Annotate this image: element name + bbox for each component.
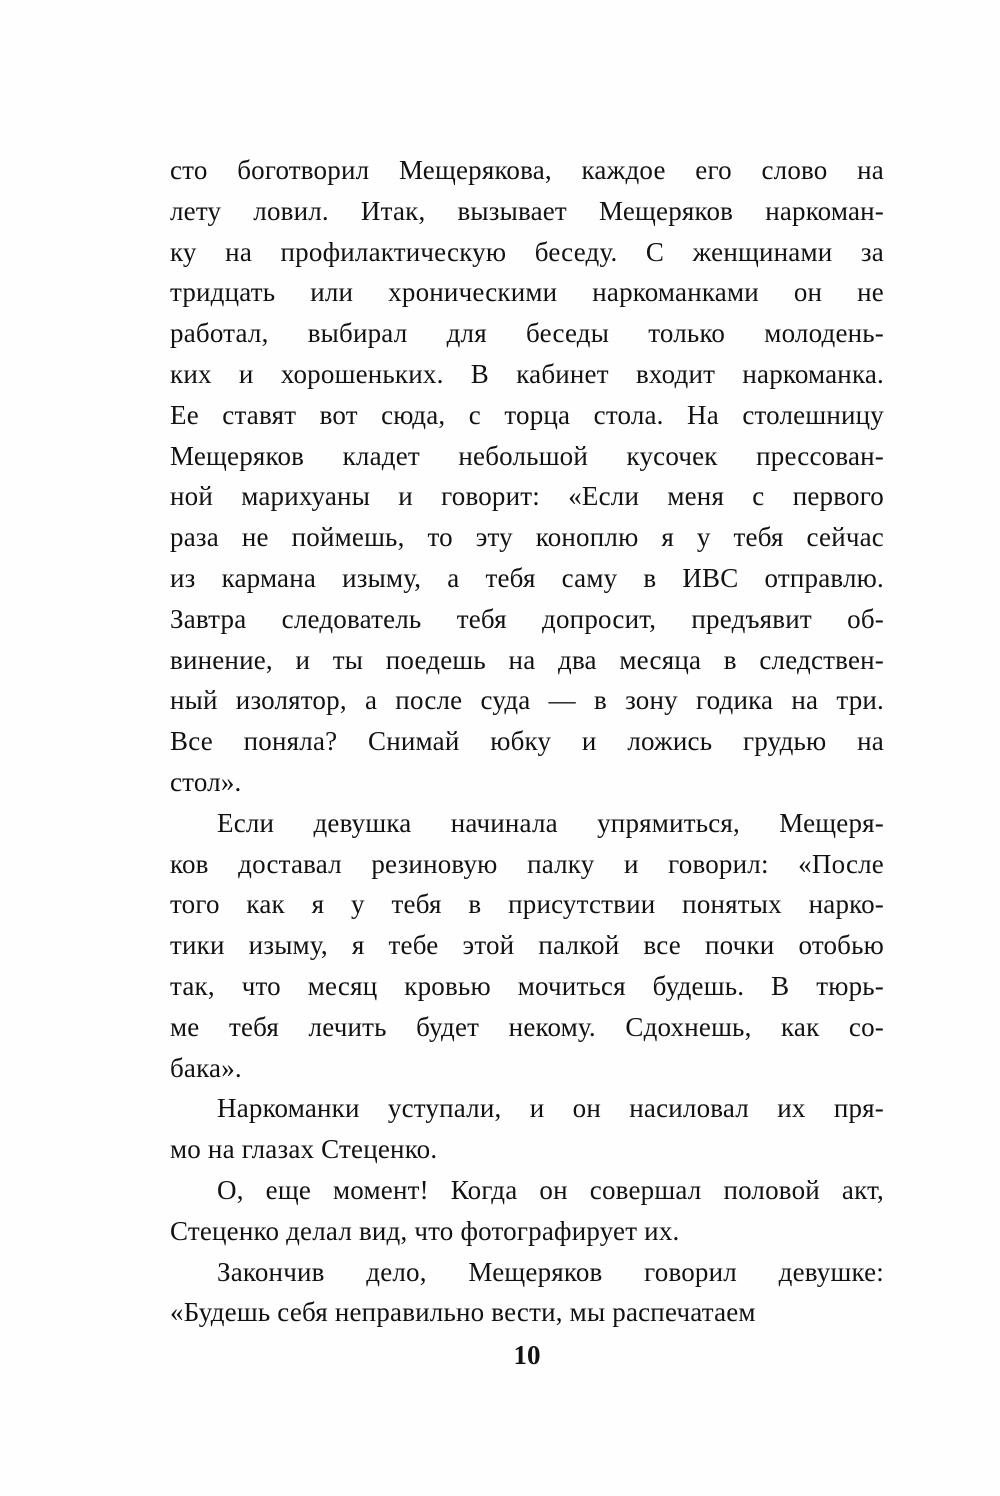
paragraph [170, 803, 884, 1089]
text-line: ме тебя лечить будет некому. Сдохнешь, как со- [170, 1011, 884, 1042]
text-block [170, 150, 884, 1333]
text-line: так, что месяц кровью мочиться будешь. В тюрь- [170, 970, 884, 1001]
paragraph [170, 1170, 884, 1252]
text-line: тридцать или хроническими наркоманками он не [170, 277, 884, 308]
text-line: ной марихуаны и говорит: «Если меня с первого [170, 481, 884, 512]
text-line: Все поняла? Снимай юбку и ложись грудью на [170, 726, 884, 757]
text-line: Ее ставят вот сюда, с торца стола. На столешницу [170, 399, 884, 430]
text-line: ков доставал резиновую палку и говорил: «После [170, 848, 884, 879]
text-line: бака». [170, 1052, 242, 1083]
text-line: Закончив дело, Мещеряков говорил девушке: [217, 1256, 884, 1287]
text-line: стол». [170, 766, 242, 797]
text-line: лету ловил. Итак, вызывает Мещеряков наркоман- [170, 195, 884, 226]
text-line: ких и хорошеньких. В кабинет входит наркоманка. [170, 358, 884, 389]
text-line: Наркоманки уступали, и он насиловал их пря- [217, 1093, 884, 1124]
text-line: Завтра следователь тебя допросит, предъявит об- [170, 603, 884, 634]
text-line: О, еще момент! Когда он совершал половой акт, [217, 1174, 884, 1205]
text-line: тики изыму, я тебе этой палкой все почки отобью [170, 930, 884, 961]
text-line: ку на профилактическую беседу. С женщинами за [170, 236, 884, 267]
text-line: Если девушка начинала упрямиться, Мещеря- [217, 807, 884, 838]
text-line: сто боготворил Мещерякова, каждое его слово на [170, 155, 884, 185]
text-line: Стеценко делал вид, что фотографирует их. [170, 1215, 680, 1246]
text-line: ный изолятор, а после суда — в зону годика на три. [170, 685, 884, 716]
paragraph [170, 1252, 884, 1334]
text-line: «Будешь себя неправильно вести, мы распечатаем [170, 1297, 756, 1328]
text-line: винение, и ты поедешь на два месяца в следствен- [170, 644, 884, 675]
page-number: 10 [513, 1340, 541, 1370]
text-line: мо на глазах Стеценко. [170, 1134, 438, 1165]
text-line: работал, выбирал для беседы только молодень- [170, 318, 884, 349]
text-line: Мещеряков кладет небольшой кусочек прессован- [170, 440, 884, 471]
text-line: раза не поймешь, то эту коноплю я у тебя сейчас [170, 522, 884, 553]
text-line: из кармана изыму, а тебя саму в ИВС отправлю. [170, 562, 884, 593]
paragraph [170, 1088, 884, 1170]
text-line: того как я у тебя в присутствии понятых нарко- [170, 889, 884, 920]
paragraph [170, 150, 884, 803]
